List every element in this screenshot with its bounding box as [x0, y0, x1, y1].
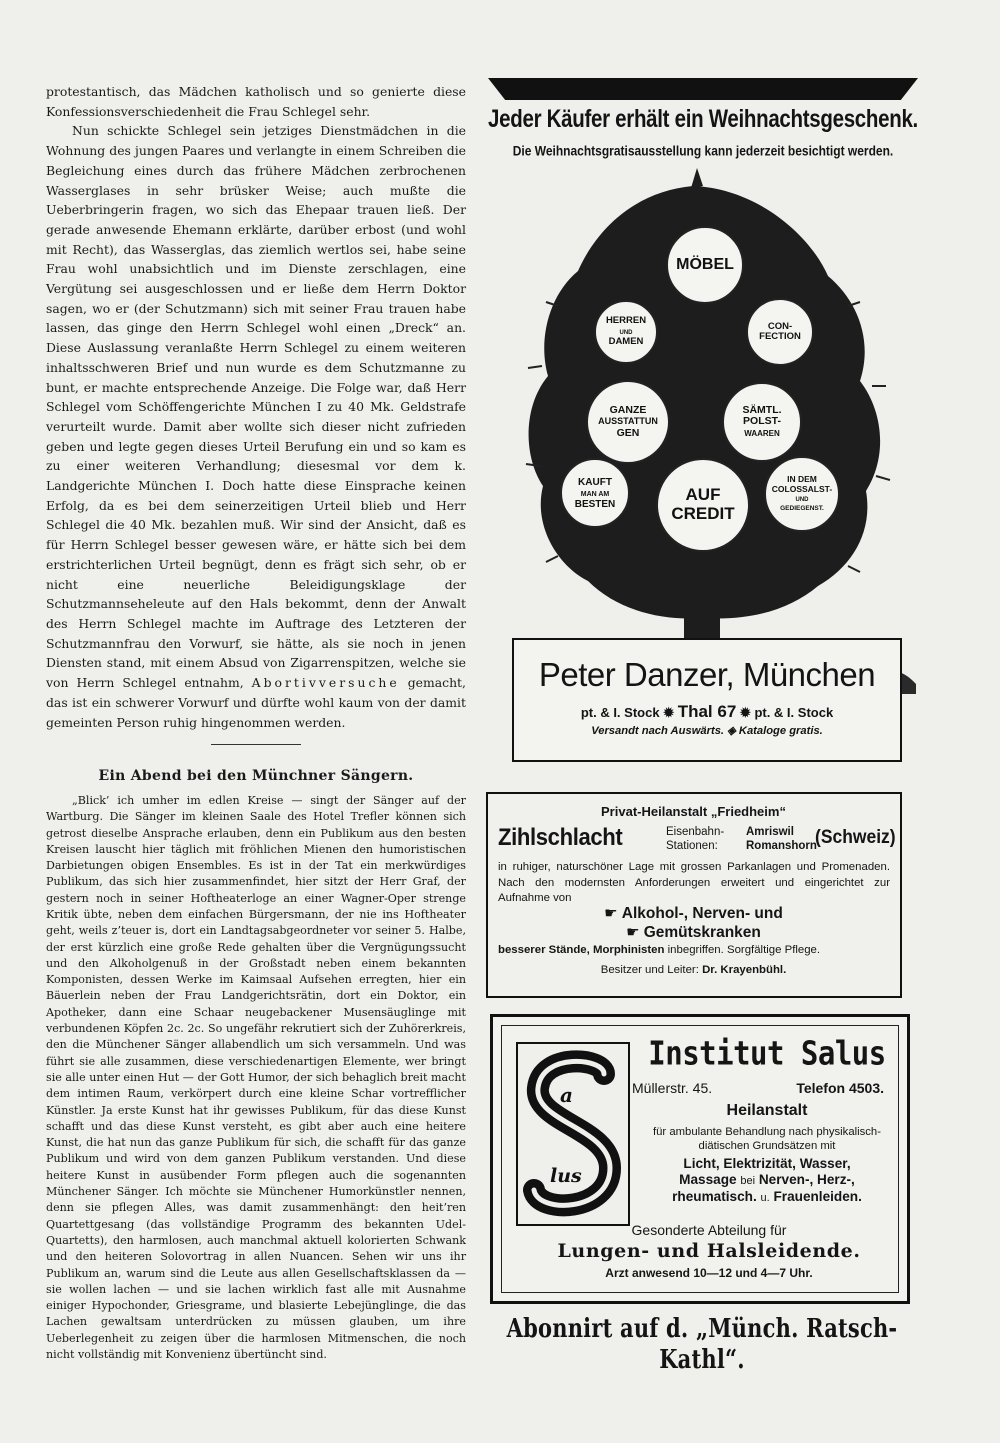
- pointing-hand-icon: ☛: [626, 924, 644, 941]
- stations-label: [666, 825, 724, 853]
- star-icon: ✹: [663, 705, 678, 720]
- owner-line: [488, 964, 899, 976]
- stations-label-1: Eisenbahn-: [666, 826, 725, 838]
- treatment-connector: u.: [760, 1192, 770, 1204]
- article-paragraph: [46, 121, 466, 732]
- ball-kauft: [560, 458, 630, 528]
- article-column: [46, 82, 466, 1363]
- ball-moebel: [666, 226, 744, 304]
- department-note: Gesonderte Abteilung für: [631, 1222, 787, 1238]
- ball-herren: [594, 300, 658, 364]
- article-paragraph-text: gemacht, das ist ein schwerer Vorwurf und dürfte wohl kaum von der damit gemeinten Person ruhig hingenommen werden.: [46, 675, 466, 730]
- place-name: Zihlschlacht: [498, 824, 623, 851]
- doctor-hours: Arzt anwesend 10—12 und 4—7 Uhr.: [605, 1266, 813, 1280]
- floor-right: pt. & I. Stock: [754, 705, 834, 720]
- ball-label: AUSSTATTUN: [598, 416, 658, 427]
- section-body: „Blick’ ich umher im edlen Kreise — singt der Sänger auf der Wartburg. Die Sänger im kleinen Saale des Hotel Trefler können sich getrost dieselbe Ansprache erlauben, denn ein Publikum aus den besten Kreisen lauscht hier täglich mit fröhlichen Mienen den humoristischen Darbietungen obigen Ensembles. Es ist in der Tat ein merkwürdiges Publikum, das sich hier zusammenfindet, hier sitzt der Herr Graf, der gestern noch in seiner Hoftheaterloge an einer Wagner-Oper strenge Kritik übte, neben dem einfachen Bürgersmann, der nie ins Hoftheater geht, weils z’teuer is, dort ein Landtagsabgeordneter vor seiner 5. Halbe, der erst kürzlich eine große Rede gehalten über die Vergnügungssucht und den Alkoholgenuß in der Großstadt neben einem bekannten Komponisten, dessen Werke im Kaimsaal Aufsehen erregten, hier ein Bäuerlein neben der Frau Landgerichtsrätin, dort ein Doktor, ein Apotheker, dann eine Schaar neugebackener Musensäuglinge mit verbundenen Köpfen 2c. 2c. So ungefähr rekrutiert sich der Zuhörerkreis, den die Münchener Sänger allabendlich um sich versammeln. Und was führt sie alle zusammen, diese verschiedenartigen Elemente, wer bringt sie alle unter einen Hut — der Gott Humor, der sich behaglich breit macht dem intimen Raum, verkörpert durch eine kleine Schar vortrefflicher Künstler. Ja erste Kunst hat ihr gewisses Publikum, für das diese Kunst schafft und das diese Kunst versteht, es gibt aber auch eine heitere Kunst, die hat nun das ganze Publikum für sich, die schafft für das ganze Publikum und wird von dem ganzen Publikum verstanden. Und diese heitere Kunst in ausübender Form pflegen auch die sogenannten Münchener Sänger. Ich möchte sie Münchener Humorkünstler nennen, denn sie pflegen Alles, was damit zusammenhängt: den heit’ren Quartettgesang (das vollständige Programm des bekannten Udel-Quartetts), den harmlosen, auch manchmal aktuell kolorierten Schwank und den heiteren Solovortrag in allen Nuancen. Sehen wir uns ihr Publikum an, warum sind die Leute aus allen Gesellschaftsklassen da — sie wollen lachen — und sie lachen wirklich fast alle mit Ausnahme einiger Hypochonder, Griesgrame, und blasierte Lebejünglinge, die das Lachen gewaltsam unterdrücken zu müssen glauben, um ihre Ueberlegenheit zu zeigen über die harmlosen Mitmenschen, die noch nicht vollständig mit Konvenienz übertüncht sind.: [46, 793, 466, 1361]
- catalog-note: Kataloge gratis.: [738, 725, 823, 737]
- logo-letter-a: a: [560, 1083, 573, 1107]
- country: (Schweiz): [815, 827, 896, 848]
- institute-address: Müllerstr. 45.: [632, 1080, 713, 1096]
- illness-line-1: Alkohol-, Nerven- und: [621, 905, 783, 922]
- station-names: [746, 825, 817, 853]
- ball-label: MAN AM: [580, 490, 610, 498]
- ball-label: DAMEN: [608, 336, 644, 348]
- shipping-note: Versandt nach Auswärts.: [591, 725, 725, 737]
- ball-ganze: [586, 380, 670, 464]
- friedheim-advertisement: [486, 792, 902, 998]
- institute-type: Heilanstalt: [726, 1102, 808, 1119]
- ball-label: GEDIEGENST.: [780, 505, 824, 513]
- salus-s-icon: [518, 1044, 628, 1224]
- article-emphasis: Abortivversuche: [251, 675, 400, 691]
- treatment-connector: bei: [740, 1174, 756, 1187]
- street: Thal 67: [677, 702, 737, 721]
- salus-logo: [516, 1042, 630, 1226]
- institute-title: Institut Salus: [648, 1033, 886, 1073]
- star-icon: ✹: [739, 705, 755, 720]
- institute-description: für ambulante Behandlung nach physikalisch-diätischen Grundsätzen mit: [653, 1126, 881, 1152]
- station-1: Amriswil: [746, 826, 794, 838]
- treatment-massage: Massage: [679, 1171, 737, 1187]
- ball-label: MÖBEL: [676, 256, 734, 274]
- owner-name: Dr. Krayenbühl.: [702, 964, 787, 976]
- header-bar: [488, 78, 918, 100]
- tree-bud: [691, 168, 703, 188]
- ball-label: CREDIT: [671, 504, 735, 523]
- ad-body: in ruhiger, naturschöner Lage mit grossen Parkanlagen und Promenaden. Nach den modernsten Anforderungen erweitert und eingerichtet zur Aufnahme von: [498, 861, 890, 904]
- ad-headline: Jeder Käufer erhält ein Weihnachtsgeschenk.: [488, 105, 918, 134]
- ball-label: FECTION: [759, 331, 801, 342]
- article-paragraph-text: Nun schickte Schlegel sein jetziges Dienstmädchen in die Wohnung des jungen Paares und verlangte in einem Schreiben die Begleichung eines durch das frühere Mädchen zerbrochenen Wasserglases in sehr brüsker Weise; auch mußte die Ueberbringerin fragen, wo sich das Ehepaar trauen ließ. Der gerade anwesende Ehemann erklärte, darüber erbost (und wohl mit Recht), das Wasserglas, das ziemlich wertlos sei, habe seine Frau wohl unabsichtlich und im Dienste zerschlagen, eine Vergütung sei ausgeschlossen und er ließe dem Herrn Doktor sagen, wo er (der Schutzmann) sich mit seiner Frau trauen habe lassen, das ginge den Herrn Schlegel wohl einen „Dreck“ an. Diese Auslassung veranlaßte Herrn Schlegel zu einem weiteren inhaltsschweren Brief und nun wurde es dem Schutzmanne zu bunt, er machte entsprechende Anzeige. Die Folge war, daß Herr Schlegel vom Schöffengerichte München I zu 40 Mk. Geldstrafe verurteilt wurde. Damit aber wollte sich dieser nicht zufrieden geben und legte gegen dieses Urteil Berufung ein und so kam es zu einer weiteren Verhandlung; diesesmal vor dem k. Landgerichte München I. Doch hatte diese Einsprache keinen Erfolg, da es bei dem seinerzeitigen Urteil blieb und Herr Schlegel die 40 Mk. bezahlen muß. Wir sind der Ansicht, daß es für Herrn Schlegel besser gewesen wäre, er hätte sich bei dem erstrichterlichen Urteil begnügt, denn es frägt sich sehr, ob er nicht eine neuerliche Beleidigungsklage der Schutzmannseheleute auf den Hals bekommt, denn der Anwalt des Herrn Schlegel machte im Auftrage des Letzteren der Schutzmannfrau den Vorwurf, sie hätte, als sie noch in jenen Diensten stand, mit einem Absud von Zigarrenspitzen, welche sie von Herrn Schlegel entnahm,: [46, 123, 466, 691]
- ball-colossal: [764, 456, 840, 532]
- article-paragraph: protestantisch, das Mädchen katholisch und so genierte diese Konfessionsverschiedenheit die Frau Schlegel sehr.: [46, 84, 466, 119]
- station-2: Romanshorn: [746, 840, 817, 852]
- ball-label: BESTEN: [574, 498, 616, 510]
- ball-label: COLOSSALST-: [771, 483, 833, 494]
- ball-label: GANZE: [609, 403, 647, 416]
- ad-title: Privat-Heilanstalt „Friedheim“: [601, 804, 786, 819]
- stations-label-2: Stationen:: [666, 840, 718, 852]
- ball-label: SÄMTL.: [742, 403, 782, 416]
- shipping-line: [514, 724, 900, 737]
- classes-line: [498, 944, 890, 956]
- illness-line-2: Gemütskranken: [643, 924, 761, 941]
- subscription-slogan: Abonnirt auf d. „Münch. Ratsch-Kathl“.: [506, 1311, 898, 1375]
- ball-label: KAUFT: [578, 476, 612, 488]
- owner-label: Besitzer und Leiter:: [600, 964, 699, 976]
- salus-advertisement: [490, 1014, 910, 1304]
- pointing-hand-icon: ☛: [604, 905, 622, 922]
- lung-department: Lungen- und Halsleidende.: [557, 1240, 861, 1262]
- ball-saemtl: [722, 382, 802, 462]
- classes-bold: besserer Stände, Morphinisten: [498, 944, 665, 956]
- section-title: Ein Abend bei den Münchner Sängern.: [98, 768, 414, 785]
- logo-letters-lus: lus: [550, 1165, 582, 1187]
- ball-label: UND: [619, 329, 633, 336]
- ball-label: POLST-: [743, 415, 781, 428]
- ball-label: AUF: [685, 485, 721, 505]
- classes-rest: inbegriffen. Sorgfältige Pflege.: [667, 944, 821, 956]
- treatments: [632, 1156, 902, 1207]
- treatment-women: Frauenleiden.: [773, 1189, 862, 1204]
- ball-label: IN DEM: [787, 474, 817, 485]
- ad-inner-frame: [501, 1025, 899, 1293]
- treatment-nerves: Nerven-, Herz-,: [758, 1171, 855, 1187]
- company-address: [514, 702, 900, 722]
- company-name: Peter Danzer, München: [538, 656, 876, 693]
- floor-left: pt. & I. Stock: [580, 705, 660, 720]
- danzer-sign: [512, 638, 902, 762]
- ball-label: WAAREN: [744, 428, 780, 438]
- treatment-line-1: Licht, Elektrizität, Wasser,: [683, 1156, 851, 1171]
- ad-subline: Die Weihnachtsgratisausstellung kann jederzeit besichtigt werden.: [512, 142, 894, 160]
- ball-label: HERREN: [605, 315, 647, 327]
- diamond-icon: ◈: [727, 725, 739, 737]
- institute-phone: Telefon 4503.: [796, 1080, 884, 1096]
- danzer-advertisement: [488, 78, 918, 768]
- ball-confection: [746, 298, 814, 366]
- ball-label: GEN: [616, 426, 640, 439]
- section-divider: [211, 744, 301, 745]
- treatment-rheuma: rheumatisch.: [672, 1189, 757, 1204]
- illness-list: [488, 904, 899, 942]
- ball-label: CON-: [767, 320, 793, 332]
- ball-credit: [656, 458, 750, 552]
- ball-label: UND: [795, 496, 809, 503]
